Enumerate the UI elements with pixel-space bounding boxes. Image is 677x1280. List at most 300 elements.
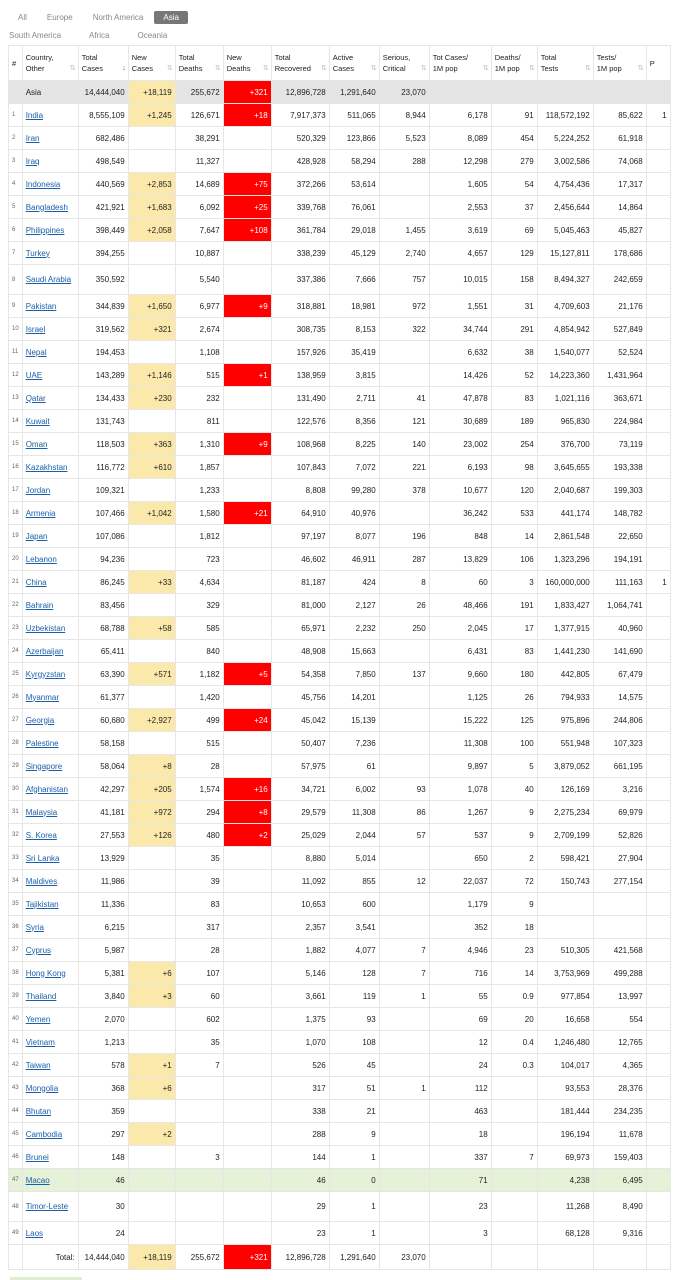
cell-population xyxy=(646,893,670,916)
cell-new-cases: +205 xyxy=(128,778,175,801)
cell-serious xyxy=(379,1169,429,1192)
cell-total-tests: 1,377,915 xyxy=(537,617,593,640)
cell-active-cases: 7,850 xyxy=(329,663,379,686)
header-country[interactable]: Country, Other ⇅ xyxy=(22,46,78,81)
cell-total-recovered: 11,092 xyxy=(271,870,329,893)
cell-new-deaths xyxy=(223,1031,271,1054)
cell-country[interactable]: India xyxy=(22,104,78,127)
cell-new-deaths: +18 xyxy=(223,104,271,127)
table-row xyxy=(9,962,671,985)
sort-icon: ⇅ xyxy=(482,65,489,72)
cell-total-deaths: 107 xyxy=(175,962,223,985)
cell-new-deaths: +75 xyxy=(223,173,271,196)
cell-country[interactable]: Indonesia xyxy=(22,173,78,196)
cell-total-cases: 27,553 xyxy=(78,824,128,847)
cell-total-recovered: 1,882 xyxy=(271,939,329,962)
cell-total-deaths: 4,634 xyxy=(175,571,223,594)
cell-country[interactable]: Oman xyxy=(22,433,78,456)
cell-idx: 18 xyxy=(9,502,23,525)
cell-new-deaths xyxy=(223,1146,271,1169)
cell-new-deaths: +5 xyxy=(223,663,271,686)
header-total-tests[interactable]: Total Tests ⇅ xyxy=(537,46,593,81)
sort-icon: ⇅ xyxy=(69,65,76,72)
cell-cases-per-1m: 11,308 xyxy=(429,732,491,755)
cell-serious xyxy=(379,173,429,196)
cell-idx: 24 xyxy=(9,640,23,663)
cell-cases-per-1m: 6,178 xyxy=(429,104,491,127)
table-row xyxy=(9,502,671,525)
cell-country[interactable]: Timor-Leste xyxy=(22,1192,78,1222)
table-row xyxy=(9,295,671,318)
cell-country[interactable]: Mongolia xyxy=(22,1077,78,1100)
table-row xyxy=(9,433,671,456)
cell-tests-per-1m: 13,997 xyxy=(593,985,646,1008)
cell-new-deaths xyxy=(223,893,271,916)
cell-total-tests: 160,000,000 xyxy=(537,571,593,594)
cell-population xyxy=(646,479,670,502)
cell-total-recovered: 10,653 xyxy=(271,893,329,916)
cell-country[interactable]: Jordan xyxy=(22,479,78,502)
cell-country[interactable]: Taiwan xyxy=(22,1054,78,1077)
cell-deaths-per-1m: 180 xyxy=(491,663,537,686)
cell-total-cases: 350,592 xyxy=(78,265,128,295)
cell-serious xyxy=(379,502,429,525)
cell-country[interactable]: Bhutan xyxy=(22,1100,78,1123)
cell-serious: 2,740 xyxy=(379,242,429,265)
cell-total-recovered: 7,917,373 xyxy=(271,104,329,127)
cell-serious: 8 xyxy=(379,571,429,594)
cell-country[interactable]: Sri Lanka xyxy=(22,847,78,870)
tab-oceania[interactable]: Oceania xyxy=(137,30,168,40)
cell-serious: 12 xyxy=(379,870,429,893)
header-tests-per-1m[interactable]: Tests/ 1M pop ⇅ xyxy=(593,46,646,81)
table-row xyxy=(9,1031,671,1054)
header-total-cases[interactable]: Total Cases ↓ xyxy=(78,46,128,81)
cell-idx: 45 xyxy=(9,1123,23,1146)
cell-country[interactable]: Iran xyxy=(22,127,78,150)
cell-country[interactable]: Afghanistan xyxy=(22,778,78,801)
cell-population xyxy=(646,939,670,962)
cell-total-deaths xyxy=(175,1077,223,1100)
header-idx[interactable]: # xyxy=(9,46,23,81)
cell-tests-per-1m: 111,163 xyxy=(593,571,646,594)
cell-serious: 23,070 xyxy=(379,1245,429,1270)
cell-new-cases: +1,650 xyxy=(128,295,175,318)
cell-total-deaths: 499 xyxy=(175,709,223,732)
cell-population xyxy=(646,617,670,640)
table-row xyxy=(9,1054,671,1077)
cell-total-tests: 1,323,296 xyxy=(537,548,593,571)
cell-country[interactable]: Kyrgyzstan xyxy=(22,663,78,686)
cell-total-tests: 196,194 xyxy=(537,1123,593,1146)
cell-country[interactable]: Saudi Arabia xyxy=(22,265,78,295)
cell-new-cases xyxy=(128,893,175,916)
cell-country[interactable]: Malaysia xyxy=(22,801,78,824)
header-cases-per-1m[interactable]: Tot Cases/ 1M pop ⇅ xyxy=(429,46,491,81)
table-row xyxy=(9,525,671,548)
cell-new-deaths: +8 xyxy=(223,801,271,824)
cell-country[interactable]: Singapore xyxy=(22,755,78,778)
cell-total-tests: 14,223,360 xyxy=(537,364,593,387)
cell-tests-per-1m: 9,316 xyxy=(593,1222,646,1245)
cell-population xyxy=(646,916,670,939)
cell-active-cases: 511,065 xyxy=(329,104,379,127)
cell-country[interactable]: Japan xyxy=(22,525,78,548)
cell-new-cases: +1 xyxy=(128,1054,175,1077)
cell-population xyxy=(646,778,670,801)
cell-total-deaths xyxy=(175,1100,223,1123)
cell-total-deaths: 480 xyxy=(175,824,223,847)
cell-country[interactable]: Vietnam xyxy=(22,1031,78,1054)
cell-tests-per-1m: 1,064,741 xyxy=(593,594,646,617)
cell-cases-per-1m: 71 xyxy=(429,1169,491,1192)
cell-cases-per-1m: 10,677 xyxy=(429,479,491,502)
cell-total-cases: 398,449 xyxy=(78,219,128,242)
cell-total-recovered: 428,928 xyxy=(271,150,329,173)
cell-new-deaths xyxy=(223,548,271,571)
cell-idx: 14 xyxy=(9,410,23,433)
cell-population xyxy=(646,81,670,104)
cell-population xyxy=(646,1146,670,1169)
cell-idx xyxy=(9,81,23,104)
cell-country[interactable]: Philippines xyxy=(22,219,78,242)
sort-icon: ⇅ xyxy=(370,65,377,72)
table-row xyxy=(9,479,671,502)
cell-deaths-per-1m xyxy=(491,1100,537,1123)
cell-total-recovered: 338 xyxy=(271,1100,329,1123)
cell-country[interactable]: Lebanon xyxy=(22,548,78,571)
cell-new-cases xyxy=(128,1169,175,1192)
cell-new-deaths xyxy=(223,242,271,265)
tab-africa[interactable]: Africa xyxy=(89,30,110,40)
cell-country[interactable]: Thailand xyxy=(22,985,78,1008)
cell-total-tests: 1,833,427 xyxy=(537,594,593,617)
cell-cases-per-1m: 10,015 xyxy=(429,265,491,295)
cell-country[interactable]: Qatar xyxy=(22,387,78,410)
table-row xyxy=(9,1222,671,1245)
cell-deaths-per-1m: 291 xyxy=(491,318,537,341)
cell-new-deaths xyxy=(223,265,271,295)
cell-serious xyxy=(379,755,429,778)
cell-idx: 19 xyxy=(9,525,23,548)
cell-country[interactable]: Yemen xyxy=(22,1008,78,1031)
cell-total-recovered: 34,721 xyxy=(271,778,329,801)
cell-country[interactable]: Cyprus xyxy=(22,939,78,962)
cell-new-cases: +2 xyxy=(128,1123,175,1146)
cell-total-tests: 93,553 xyxy=(537,1077,593,1100)
cell-new-cases xyxy=(128,525,175,548)
cell-country[interactable]: Nepal xyxy=(22,341,78,364)
cell-tests-per-1m: 74,068 xyxy=(593,150,646,173)
cell-total-tests: 5,045,463 xyxy=(537,219,593,242)
cell-tests-per-1m: 159,403 xyxy=(593,1146,646,1169)
cell-new-cases xyxy=(128,1008,175,1031)
cell-cases-per-1m: 47,878 xyxy=(429,387,491,410)
cell-cases-per-1m: 112 xyxy=(429,1077,491,1100)
cell-total-recovered: 8,880 xyxy=(271,847,329,870)
cell-total-recovered: 308,735 xyxy=(271,318,329,341)
cell-population xyxy=(646,242,670,265)
cell-country[interactable]: Palestine xyxy=(22,732,78,755)
cell-total-recovered: 65,971 xyxy=(271,617,329,640)
cell-total-deaths: 6,092 xyxy=(175,196,223,219)
cell-country[interactable]: Cambodia xyxy=(22,1123,78,1146)
cell-tests-per-1m: 12,765 xyxy=(593,1031,646,1054)
cell-total-tests: 510,305 xyxy=(537,939,593,962)
cell-idx: 8 xyxy=(9,265,23,295)
cell-tests-per-1m xyxy=(593,893,646,916)
cell-total-deaths: 7,647 xyxy=(175,219,223,242)
cell-new-cases xyxy=(128,265,175,295)
cell-active-cases: 2,711 xyxy=(329,387,379,410)
cell-country[interactable]: China xyxy=(22,571,78,594)
cell-serious xyxy=(379,1146,429,1169)
cell-new-cases xyxy=(128,640,175,663)
cell-serious: 287 xyxy=(379,548,429,571)
cell-total-cases: 297 xyxy=(78,1123,128,1146)
cell-idx: 5 xyxy=(9,196,23,219)
cell-active-cases: 108 xyxy=(329,1031,379,1054)
cell-population xyxy=(646,1077,670,1100)
cell-population xyxy=(646,1192,670,1222)
cell-deaths-per-1m: 26 xyxy=(491,686,537,709)
cell-deaths-per-1m xyxy=(491,1245,537,1270)
cell-total-cases: 86,245 xyxy=(78,571,128,594)
cell-total-deaths: 126,671 xyxy=(175,104,223,127)
cell-idx: 34 xyxy=(9,870,23,893)
cell-total-tests xyxy=(537,916,593,939)
cell-total-tests: 2,456,644 xyxy=(537,196,593,219)
header-serious[interactable]: Serious, Critical ⇅ xyxy=(379,46,429,81)
table-row xyxy=(9,219,671,242)
cell-country[interactable]: Iraq xyxy=(22,150,78,173)
cell-cases-per-1m: 4,946 xyxy=(429,939,491,962)
cell-total-deaths: 14,689 xyxy=(175,173,223,196)
cell-population xyxy=(646,456,670,479)
cell-total-tests: 5,224,252 xyxy=(537,127,593,150)
table-row xyxy=(9,456,671,479)
cell-country[interactable]: Israel xyxy=(22,318,78,341)
cell-new-cases xyxy=(128,870,175,893)
cell-cases-per-1m: 6,431 xyxy=(429,640,491,663)
header-new-deaths[interactable]: New Deaths ⇅ xyxy=(223,46,271,81)
cell-country[interactable]: Hong Kong xyxy=(22,962,78,985)
cell-total-recovered: 372,266 xyxy=(271,173,329,196)
cell-new-deaths xyxy=(223,1169,271,1192)
cell-country[interactable]: Maldives xyxy=(22,870,78,893)
cell-total-recovered: 54,358 xyxy=(271,663,329,686)
cell-tests-per-1m: 11,678 xyxy=(593,1123,646,1146)
cell-new-cases xyxy=(128,1031,175,1054)
cell-population xyxy=(646,525,670,548)
cell-active-cases: 99,280 xyxy=(329,479,379,502)
cell-country[interactable]: Bangladesh xyxy=(22,196,78,219)
cell-population xyxy=(646,1100,670,1123)
cell-population xyxy=(646,985,670,1008)
cell-country[interactable]: Myanmar xyxy=(22,686,78,709)
cell-population: 1 xyxy=(646,571,670,594)
cell-country[interactable]: S. Korea xyxy=(22,824,78,847)
cell-new-cases xyxy=(128,479,175,502)
cell-total-recovered: 339,768 xyxy=(271,196,329,219)
cell-deaths-per-1m: 14 xyxy=(491,525,537,548)
cell-population: 1 xyxy=(646,104,670,127)
cell-idx: 15 xyxy=(9,433,23,456)
tab-asia[interactable]: Asia xyxy=(154,11,188,24)
cell-deaths-per-1m: 0.9 xyxy=(491,985,537,1008)
cell-total-tests: 68,128 xyxy=(537,1222,593,1245)
cell-country[interactable]: Armenia xyxy=(22,502,78,525)
cell-deaths-per-1m: 120 xyxy=(491,479,537,502)
cell-tests-per-1m xyxy=(593,1245,646,1270)
cell-total-tests: 118,572,192 xyxy=(537,104,593,127)
cell-new-deaths xyxy=(223,985,271,1008)
cell-tests-per-1m: 527,849 xyxy=(593,318,646,341)
cell-deaths-per-1m: 7 xyxy=(491,1146,537,1169)
cell-tests-per-1m: 73,119 xyxy=(593,433,646,456)
cell-total-deaths: 1,108 xyxy=(175,341,223,364)
cell-country[interactable]: Pakistan xyxy=(22,295,78,318)
cell-tests-per-1m: 22,650 xyxy=(593,525,646,548)
cell-new-deaths xyxy=(223,1100,271,1123)
cell-total-recovered: 29 xyxy=(271,1192,329,1222)
cell-new-deaths: +2 xyxy=(223,824,271,847)
cell-idx: 6 xyxy=(9,219,23,242)
cell-serious xyxy=(379,1054,429,1077)
cell-country[interactable]: UAE xyxy=(22,364,78,387)
cell-new-cases xyxy=(128,1192,175,1222)
cell-country[interactable]: Georgia xyxy=(22,709,78,732)
cell-idx: 26 xyxy=(9,686,23,709)
cell-deaths-per-1m: 23 xyxy=(491,939,537,962)
cell-country[interactable]: Laos xyxy=(22,1222,78,1245)
table-row xyxy=(9,801,671,824)
cell-serious: 972 xyxy=(379,295,429,318)
cell-country[interactable]: Macao xyxy=(22,1169,78,1192)
tab-all[interactable]: All xyxy=(18,13,27,22)
cell-active-cases: 8,356 xyxy=(329,410,379,433)
cell-total-cases: 14,444,040 xyxy=(78,81,128,104)
cell-deaths-per-1m: 129 xyxy=(491,242,537,265)
cell-idx: 38 xyxy=(9,962,23,985)
cell-total-deaths xyxy=(175,1123,223,1146)
cell-country[interactable]: Kazakhstan xyxy=(22,456,78,479)
cell-population xyxy=(646,1031,670,1054)
cell-total-recovered: 1,375 xyxy=(271,1008,329,1031)
cell-total-deaths: 35 xyxy=(175,847,223,870)
table-row xyxy=(9,916,671,939)
cell-population xyxy=(646,870,670,893)
cell-country[interactable]: Syria xyxy=(22,916,78,939)
tab-south-america[interactable]: South America xyxy=(9,30,62,40)
cell-deaths-per-1m: 5 xyxy=(491,755,537,778)
cell-country[interactable]: Azerbaijan xyxy=(22,640,78,663)
cell-idx: 4 xyxy=(9,173,23,196)
header-population[interactable]: P xyxy=(646,46,670,81)
cell-total-cases: 109,321 xyxy=(78,479,128,502)
header-active-cases[interactable]: Active Cases ⇅ xyxy=(329,46,379,81)
cell-total-tests: 4,709,603 xyxy=(537,295,593,318)
header-total-deaths[interactable]: Total Deaths ⇅ xyxy=(175,46,223,81)
cell-new-deaths xyxy=(223,1077,271,1100)
header-total-recovered[interactable]: Total Recovered ⇅ xyxy=(271,46,329,81)
cell-cases-per-1m: 848 xyxy=(429,525,491,548)
cell-total-cases: 65,411 xyxy=(78,640,128,663)
cell-serious xyxy=(379,847,429,870)
cell-deaths-per-1m xyxy=(491,81,537,104)
cell-total-tests: 181,444 xyxy=(537,1100,593,1123)
table-row xyxy=(9,1123,671,1146)
cell-new-cases xyxy=(128,242,175,265)
cell-country[interactable]: Brunei xyxy=(22,1146,78,1169)
cell-cases-per-1m: 8,089 xyxy=(429,127,491,150)
table-row xyxy=(9,387,671,410)
cell-country[interactable]: Turkey xyxy=(22,242,78,265)
cell-deaths-per-1m: 18 xyxy=(491,916,537,939)
cell-total-cases: 13,929 xyxy=(78,847,128,870)
cell-idx: 16 xyxy=(9,456,23,479)
cell-country[interactable]: Bahrain xyxy=(22,594,78,617)
table-row xyxy=(9,1169,671,1192)
cell-idx: 13 xyxy=(9,387,23,410)
cell-country[interactable]: Kuwait xyxy=(22,410,78,433)
cell-serious: 250 xyxy=(379,617,429,640)
cell-total-cases: 143,289 xyxy=(78,364,128,387)
cell-deaths-per-1m: 0.3 xyxy=(491,1054,537,1077)
cell-cases-per-1m: 463 xyxy=(429,1100,491,1123)
cell-serious xyxy=(379,364,429,387)
table-row xyxy=(9,1192,671,1222)
cell-population xyxy=(646,1054,670,1077)
cell-total-recovered: 50,407 xyxy=(271,732,329,755)
covid-table xyxy=(8,45,671,1270)
cell-total-recovered: 45,042 xyxy=(271,709,329,732)
table-row xyxy=(9,617,671,640)
header-deaths-per-1m[interactable]: Deaths/ 1M pop ⇅ xyxy=(491,46,537,81)
header-new-cases[interactable]: New Cases ⇅ xyxy=(128,46,175,81)
tab-europe[interactable]: Europe xyxy=(46,13,73,22)
cell-total-cases: 5,381 xyxy=(78,962,128,985)
cell-tests-per-1m: 52,524 xyxy=(593,341,646,364)
cell-new-cases xyxy=(128,1146,175,1169)
cell-deaths-per-1m: 91 xyxy=(491,104,537,127)
cell-population xyxy=(646,318,670,341)
cell-new-cases: +2,927 xyxy=(128,709,175,732)
tab-north-america[interactable]: North America xyxy=(92,13,144,22)
cell-idx: 23 xyxy=(9,617,23,640)
cell-new-deaths xyxy=(223,341,271,364)
cell-total-cases: 394,255 xyxy=(78,242,128,265)
cell-total-deaths: 11,327 xyxy=(175,150,223,173)
cell-deaths-per-1m xyxy=(491,1169,537,1192)
cell-total-tests: 376,700 xyxy=(537,433,593,456)
cell-idx: 43 xyxy=(9,1077,23,1100)
cell-total-recovered: 23 xyxy=(271,1222,329,1245)
cell-serious: 57 xyxy=(379,824,429,847)
cell-new-deaths xyxy=(223,456,271,479)
table-row xyxy=(9,150,671,173)
cell-serious: 137 xyxy=(379,663,429,686)
cell-new-deaths xyxy=(223,525,271,548)
cell-country[interactable]: Uzbekistan xyxy=(22,617,78,640)
cell-country[interactable]: Tajikistan xyxy=(22,893,78,916)
cell-total-cases: 58,064 xyxy=(78,755,128,778)
cell-idx: 9 xyxy=(9,295,23,318)
cell-new-cases: +610 xyxy=(128,456,175,479)
table-row xyxy=(9,594,671,617)
cell-tests-per-1m: 141,690 xyxy=(593,640,646,663)
cell-deaths-per-1m: 106 xyxy=(491,548,537,571)
